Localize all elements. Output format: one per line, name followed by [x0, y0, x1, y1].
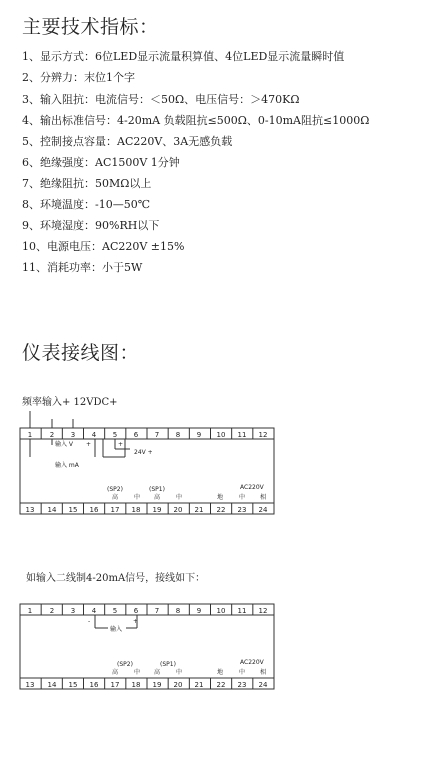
terminal-label: 14 — [47, 506, 57, 514]
plus-label: + — [86, 441, 92, 448]
terminal-label: 19 — [152, 681, 162, 689]
sp1-label: (SP1) — [149, 486, 165, 493]
terminal-label: 9 — [196, 431, 202, 439]
minus-label: - — [88, 618, 91, 625]
terminal-label: 12 — [258, 607, 268, 615]
terminal-label: 4 — [91, 431, 97, 439]
terminal-label: 14 — [47, 681, 57, 689]
terminal-label: 10 — [216, 431, 226, 439]
terminal-label: 3 — [70, 431, 76, 439]
terminal-label: 22 — [216, 681, 226, 689]
sp2-label: (SP2) — [107, 486, 123, 493]
ac-phase-label: 相 — [260, 669, 267, 676]
terminal-label: 5 — [112, 607, 118, 615]
ac-phase-label: 相 — [260, 494, 267, 501]
ground-label: 地 — [217, 494, 224, 501]
diagram2-caption: 如输入二线制4-20mA信号，接线如下： — [26, 573, 206, 584]
spec-item: 3、输入阻抗：电流信号：＜50Ω、电压信号：＞470KΩ — [22, 93, 300, 106]
relay-mid-label: 中 — [134, 494, 141, 501]
terminal-label: 4 — [91, 607, 97, 615]
spec-item: 9、环境湿度：90%RH以下 — [22, 219, 160, 232]
terminal-label: 1 — [27, 607, 33, 615]
terminal-label: 17 — [110, 681, 120, 689]
plus-label: + — [133, 618, 139, 625]
spec-title: 主要技术指标： — [22, 16, 159, 38]
spec-item: 5、控制接点容量：AC220V、3A无感负载 — [22, 135, 233, 148]
terminal-label: 24 — [258, 681, 268, 689]
terminal-label: 23 — [237, 681, 247, 689]
relay-high-label: 高 — [112, 494, 119, 501]
terminal-label: 7 — [154, 431, 160, 439]
input-v-label: 输入 V — [55, 441, 74, 448]
terminal-label: 7 — [154, 607, 160, 615]
terminal-label: 18 — [131, 681, 141, 689]
plus-label: + — [118, 441, 124, 448]
relay-high-label: 高 — [154, 494, 161, 501]
spec-item: 10、电源电压：AC220V ±15% — [22, 240, 185, 253]
terminal-label: 9 — [196, 607, 202, 615]
terminal-label: 19 — [152, 506, 162, 514]
input-ma-label: 输入 mA — [55, 462, 79, 469]
terminal-label: 8 — [175, 607, 181, 615]
ac-mid-label: 中 — [239, 669, 246, 676]
terminal-label: 15 — [68, 681, 78, 689]
ac220v-label: AC220V — [240, 484, 264, 491]
v24-label: 24V + — [134, 449, 153, 456]
terminal-label: 17 — [110, 506, 120, 514]
terminal-label: 16 — [89, 506, 99, 514]
terminal-label: 11 — [237, 607, 247, 615]
relay-mid-label: 中 — [176, 494, 183, 501]
terminal-label: 12 — [258, 431, 268, 439]
input-label: 输入 — [110, 626, 123, 633]
relay-mid-label: 中 — [176, 669, 183, 676]
terminal-label: 23 — [237, 506, 247, 514]
sp1-label: (SP1) — [160, 661, 176, 668]
terminal-label: 18 — [131, 506, 141, 514]
terminal-label: 21 — [194, 506, 204, 514]
terminal-label: 20 — [173, 506, 183, 514]
terminal-label: 15 — [68, 506, 78, 514]
terminal-label: 1 — [27, 431, 33, 439]
spec-item: 7、绝缘阻抗：50MΩ以上 — [22, 177, 152, 190]
spec-item: 1、显示方式：6位LED显示流量积算值、4位LED显示流量瞬时值 — [22, 50, 345, 63]
terminal-label: 2 — [49, 431, 55, 439]
terminal-label: 13 — [25, 506, 35, 514]
terminal-label: 20 — [173, 681, 183, 689]
terminal-label: 2 — [49, 607, 55, 615]
terminal-label: 10 — [216, 607, 226, 615]
terminal-label: 11 — [237, 431, 247, 439]
spec-item: 11、消耗功率：小于5W — [22, 261, 143, 274]
terminal-label: 6 — [133, 431, 139, 439]
sp2-label: (SP2) — [117, 661, 133, 668]
terminal-label: 21 — [194, 681, 204, 689]
diagram1-caption: 频率输入+ 12VDC+ — [22, 397, 118, 408]
ac220v-label: AC220V — [240, 659, 264, 666]
wiring-title: 仪表接线图： — [22, 342, 140, 364]
spec-item: 2、分辨力：末位1个字 — [22, 71, 135, 84]
spec-item: 8、环境温度：-10—50℃ — [22, 198, 151, 211]
ground-label: 地 — [217, 669, 224, 676]
terminal-label: 24 — [258, 506, 268, 514]
spec-item: 4、输出标准信号：4-20mA 负载阻抗≤500Ω、0-10mA阻抗≤1000Ω — [22, 114, 370, 127]
terminal-label: 13 — [25, 681, 35, 689]
terminal-label: 16 — [89, 681, 99, 689]
relay-mid-label: 中 — [134, 669, 141, 676]
spec-item: 6、绝缘强度：AC1500V 1分钟 — [22, 156, 180, 169]
terminal-label: 3 — [70, 607, 76, 615]
relay-high-label: 高 — [154, 669, 161, 676]
terminal-label: 8 — [175, 431, 181, 439]
terminal-label: 6 — [133, 607, 139, 615]
relay-high-label: 高 — [112, 669, 119, 676]
wiring-diagram-2 — [0, 598, 425, 693]
ac-mid-label: 中 — [239, 494, 246, 501]
terminal-label: 22 — [216, 506, 226, 514]
wiring-diagram-1 — [0, 405, 425, 515]
terminal-label: 5 — [112, 431, 118, 439]
